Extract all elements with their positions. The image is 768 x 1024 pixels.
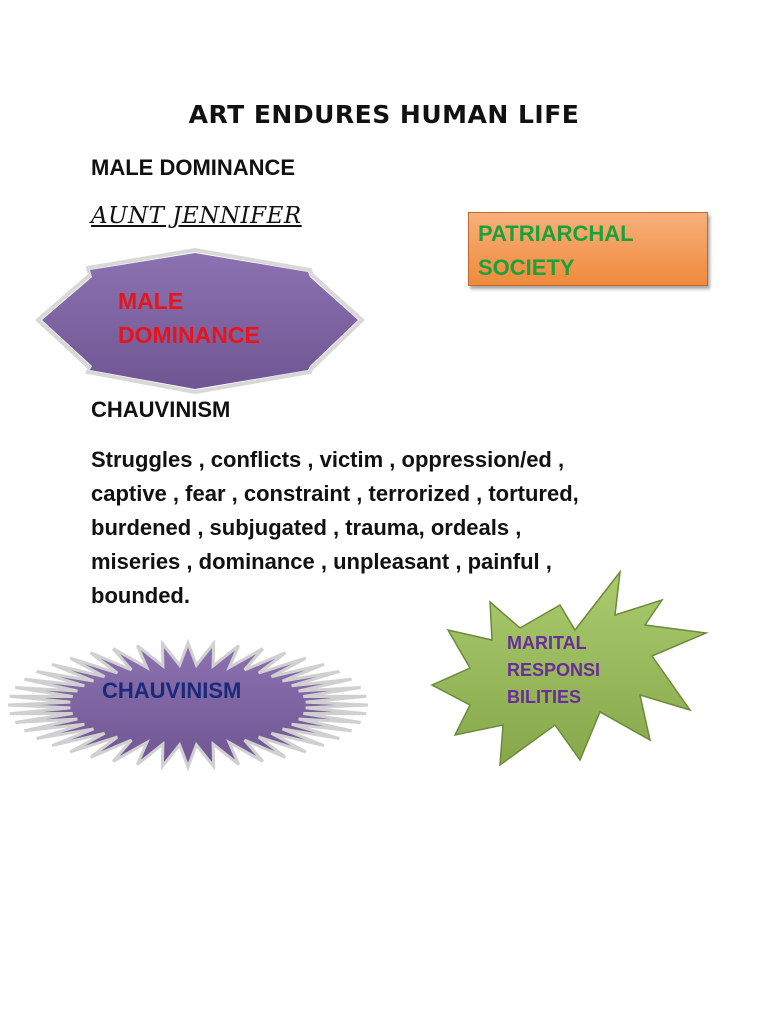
marital-line-3: BILITIES xyxy=(507,687,582,707)
chauvinism-burst-label: CHAUVINISM xyxy=(102,678,242,703)
chauvinism-burst xyxy=(8,643,368,767)
marital-label xyxy=(507,630,600,711)
keywords-paragraph: Struggles , conflicts , victim , oppression/ed , captive , fear , constraint , terrorized , tortured, burdened , subjugated , trauma, ordeals , miseries , dominance , unpleasant , painful , bounded. xyxy=(91,447,579,608)
marital-line-1: MARITAL xyxy=(507,633,587,653)
page-title: ART ENDURES HUMAN LIFE xyxy=(188,100,580,129)
male-dominance-label xyxy=(118,284,260,352)
male-dominance-line-2: DOMINANCE xyxy=(118,322,260,348)
heading-male-dominance: MALE DOMINANCE xyxy=(91,155,296,180)
heading-chauvinism: CHAUVINISM xyxy=(91,397,231,422)
marital-line-2: RESPONSI xyxy=(507,660,601,680)
subtitle-aunt-jennifer: AUNT JENNIFER xyxy=(91,203,302,229)
male-dominance-line-1: MALE xyxy=(118,288,184,314)
patriarchal-line-2: SOCIETY xyxy=(478,255,575,280)
patriarchal-society-box xyxy=(468,212,708,286)
patriarchal-line-1: PATRIARCHAL xyxy=(478,221,634,246)
